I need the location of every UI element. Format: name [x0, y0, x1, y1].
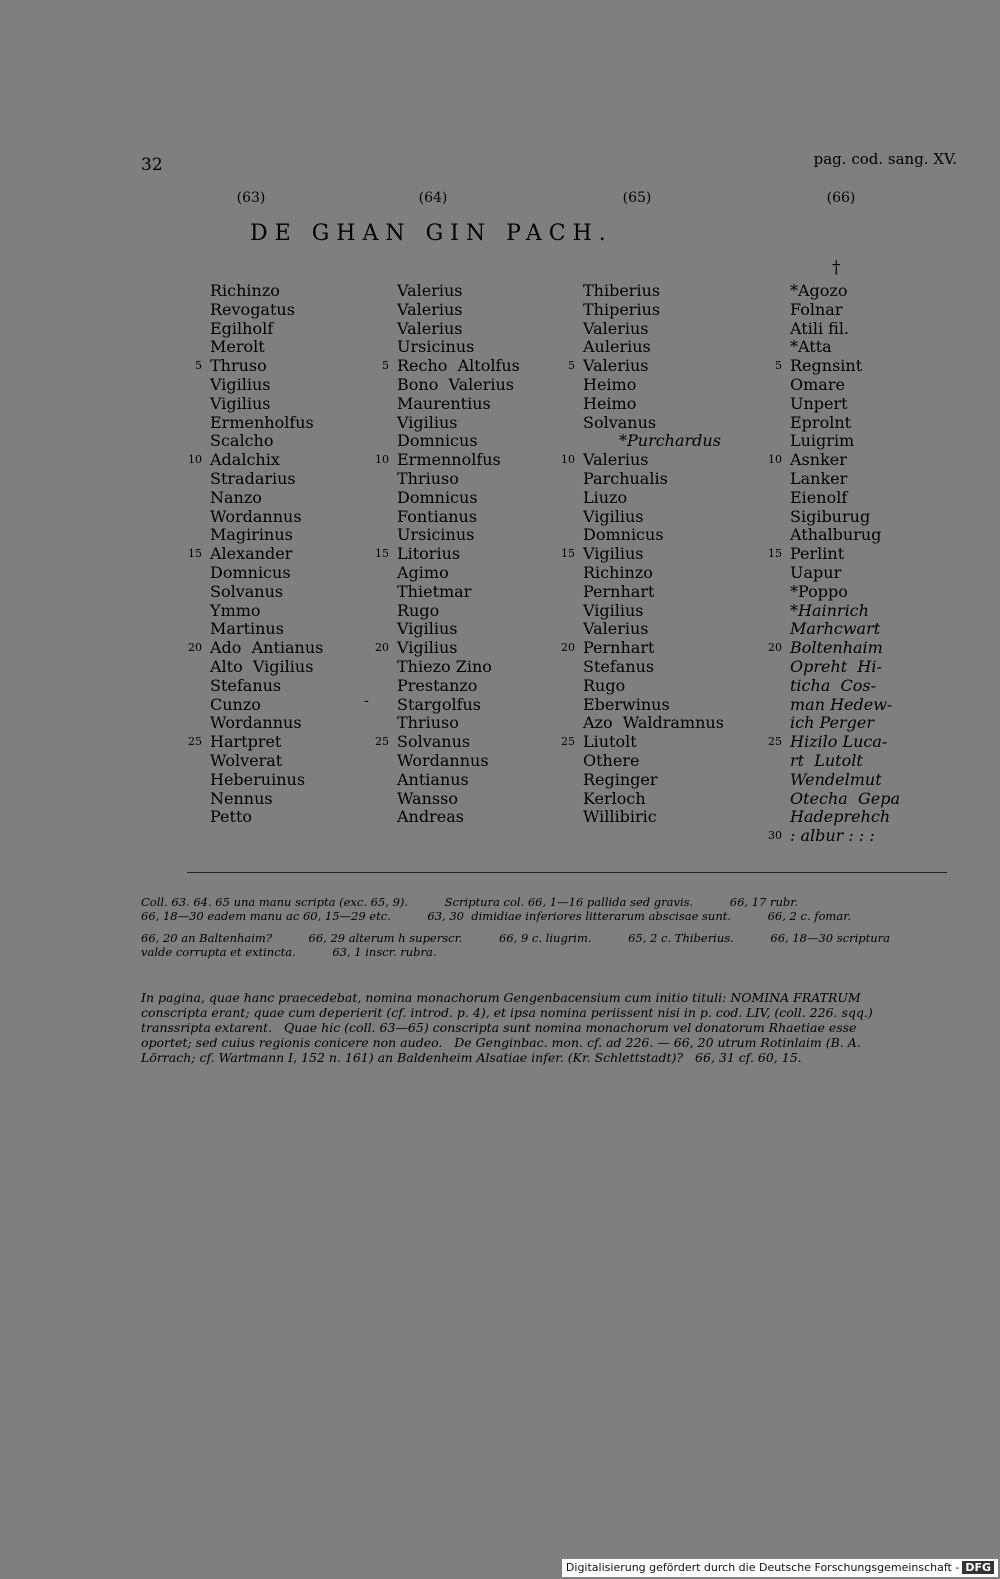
name-entry [583, 677, 724, 696]
name-text: Recho Altolfus [397, 356, 520, 376]
name-text: Alto Vigilius [210, 656, 314, 676]
name-entry [790, 677, 900, 696]
name-text: *Poppo [790, 581, 848, 601]
name-text: Stefanus [583, 656, 655, 676]
name-entry [397, 752, 520, 771]
name-text: Vigilius [210, 393, 271, 413]
name-text: Boltenhaim [790, 638, 883, 658]
name-text: Heberuinus [210, 769, 306, 789]
line-number: 20 [768, 641, 782, 655]
name-column-63 [188, 281, 324, 827]
name-entry [210, 808, 323, 827]
name-text: Willibiric [583, 807, 657, 827]
name-entry [790, 282, 900, 301]
name-text: Petto [210, 807, 253, 827]
page-number: 32 [141, 155, 163, 175]
name-text: Wordannus [210, 713, 302, 733]
name-entry [790, 602, 900, 621]
name-text: Eberwinus [583, 694, 670, 714]
name-text: Lanker [790, 468, 848, 488]
name-entry [583, 320, 724, 339]
name-entry [397, 526, 520, 545]
name-entry [583, 376, 724, 395]
line-number: 20 [561, 641, 575, 655]
name-text: *Atta [790, 337, 832, 357]
footer-text: Digitalisierung gefördert durch die Deutsche Forschungsgemeinschaft - [565, 1561, 960, 1574]
name-entry [397, 338, 520, 357]
name-entry [188, 544, 323, 564]
name-entry [397, 376, 520, 395]
line-number: 5 [195, 359, 202, 373]
name-entry [210, 320, 323, 339]
name-text: Wordannus [210, 506, 302, 526]
name-text: Vigilius [397, 619, 458, 639]
name-column-65 [561, 281, 724, 827]
note-line: Lörrach; cf. Wartmann I, 152 n. 161) an Baldenheim Alsatiae infer. (Kr. Schlettstadt)? 66, 31 cf. 60, 15. [141, 1050, 802, 1065]
name-text: Domnicus [583, 525, 664, 545]
name-entry [210, 771, 323, 790]
note-gap [141, 923, 949, 931]
name-entry [375, 638, 520, 658]
name-text: Uapur [790, 562, 842, 582]
name-entry [583, 338, 724, 357]
footnote-divider [187, 872, 947, 873]
name-text: Heimo [583, 393, 637, 413]
name-text: *Purchardus [619, 431, 721, 451]
name-column-64 [375, 281, 520, 827]
name-text: Solvanus [210, 581, 284, 601]
column-number-63: (63) [236, 190, 266, 206]
name-text: Merolt [210, 337, 265, 357]
name-entry [397, 395, 520, 414]
name-entry [397, 771, 520, 790]
name-text: Unpert [790, 393, 848, 413]
name-entry [561, 638, 724, 658]
name-column-66 [768, 281, 901, 846]
name-text: Vigilius [397, 412, 458, 432]
name-text: Valerius [397, 281, 463, 300]
name-text: Opreht Hi- [790, 656, 882, 676]
name-entry [790, 432, 900, 451]
name-entry [210, 414, 323, 433]
name-text: Wansso [397, 788, 458, 808]
name-text: Azo Waldramnus [583, 713, 724, 733]
line-number: 5 [775, 359, 782, 373]
dagger-mark: † [832, 258, 841, 278]
name-entry [210, 677, 323, 696]
name-text: Omare [790, 374, 845, 394]
name-entry [790, 583, 900, 602]
name-text: Asnker [790, 450, 847, 470]
name-entry [583, 771, 724, 790]
name-entry [790, 808, 900, 827]
column-number-65: (65) [622, 190, 652, 206]
name-entry [768, 732, 900, 752]
name-entry [397, 508, 520, 527]
name-entry [790, 320, 900, 339]
section-title: DE GHAN GIN PACH. [250, 221, 613, 246]
name-text: Domnicus [397, 487, 478, 507]
commentary-note [141, 990, 949, 1065]
name-entry [397, 282, 520, 301]
name-entry [397, 301, 520, 320]
name-entry [397, 790, 520, 809]
name-entry [397, 602, 520, 621]
name-entry [790, 526, 900, 545]
name-entry [583, 564, 724, 583]
line-number: 10 [561, 453, 575, 467]
name-entry [397, 320, 520, 339]
name-entry [375, 544, 520, 564]
name-text: ich Perger [790, 713, 874, 733]
name-entry [397, 489, 520, 508]
name-entry [790, 338, 900, 357]
line-number: 20 [375, 641, 389, 655]
name-text: Reginger [583, 769, 658, 789]
name-entry [790, 395, 900, 414]
name-text: Heimo [583, 374, 637, 394]
name-entry [210, 620, 323, 639]
name-text: Maurentius [397, 393, 491, 413]
name-entry [397, 714, 520, 733]
name-entry [210, 432, 323, 451]
name-text: Kerloch [583, 788, 646, 808]
name-text: : albur : : : [790, 826, 875, 846]
line-number: 5 [568, 359, 575, 373]
name-text: Thriuso [397, 713, 459, 733]
name-entry [188, 638, 324, 658]
name-text: Valerius [583, 450, 649, 470]
name-entry [583, 714, 724, 733]
name-text: Solvanus [583, 412, 657, 432]
name-text: Andreas [397, 807, 464, 827]
name-entry [210, 376, 323, 395]
name-entry [583, 395, 724, 414]
name-entry [768, 826, 900, 846]
name-entry [790, 752, 900, 771]
name-text: Vigilius [397, 638, 458, 658]
name-text: Marhcwart [790, 619, 881, 639]
name-entry [210, 583, 323, 602]
name-entry [583, 508, 724, 527]
name-entry [583, 583, 724, 602]
name-entry [583, 526, 724, 545]
stray-mark: - [364, 693, 369, 709]
name-text: Luigrim [790, 431, 855, 451]
line-number: 30 [768, 829, 782, 843]
name-text: Scalcho [210, 431, 274, 451]
name-entry [583, 432, 724, 451]
name-text: Martinus [210, 619, 284, 639]
name-entry [790, 658, 900, 677]
note-line: transsripta extarent. Quae hic (coll. 63—65) conscripta sunt nomina monachorum vel donatorum Rhaetiae esse [141, 1020, 857, 1035]
name-text: Thriuso [397, 468, 459, 488]
name-text: Hadeprehch [790, 807, 891, 827]
name-text: Domnicus [210, 562, 291, 582]
name-text: Revogatus [210, 299, 295, 319]
name-entry [210, 752, 323, 771]
name-entry [790, 714, 900, 733]
name-entry [210, 470, 323, 489]
line-number: 25 [561, 735, 575, 749]
name-text: Parchualis [583, 468, 668, 488]
name-text: Valerius [583, 318, 649, 338]
name-text: Egilholf [210, 318, 274, 338]
line-number: 25 [188, 735, 202, 749]
column-number-66: (66) [826, 190, 856, 206]
name-entry [583, 602, 724, 621]
name-entry [790, 414, 900, 433]
name-text: Pernhart [583, 638, 655, 658]
name-entry [583, 752, 724, 771]
name-entry [210, 714, 323, 733]
name-text: Otecha Gepa [790, 788, 901, 808]
name-text: Hizilo Luca- [790, 732, 888, 752]
name-text: Thiezo Zino [397, 656, 492, 676]
name-text: Solvanus [397, 732, 471, 752]
line-number: 15 [188, 547, 202, 561]
note-line: Coll. 63. 64. 65 una manu scripta (exc. 65, 9). Scriptura col. 66, 1—16 pallida sed gravis. 66, 17 rubr. [141, 895, 799, 909]
name-text: Magirinus [210, 525, 293, 545]
line-number: 10 [188, 453, 202, 467]
name-text: Thruso [210, 356, 267, 376]
name-text: Litorius [397, 544, 461, 564]
critical-apparatus [141, 895, 949, 959]
name-text: Sigiburug [790, 506, 871, 526]
name-text: Eienolf [790, 487, 848, 507]
name-text: Stradarius [210, 468, 296, 488]
name-text: Othere [583, 750, 640, 770]
name-text: Richinzo [210, 281, 280, 300]
name-text: ticha Cos- [790, 675, 877, 695]
name-entry [583, 620, 724, 639]
note-line: valde corrupta et extincta. 63, 1 inscr. rubra. [141, 945, 437, 959]
note-line: In pagina, quae hanc praecedebat, nomina monachorum Gengenbacensium cum initio tituli: NOMINA FRATRUM [141, 990, 861, 1005]
name-text: Antianus [397, 769, 469, 789]
line-number: 10 [375, 453, 389, 467]
name-text: Aulerius [583, 337, 651, 357]
name-entry [397, 658, 520, 677]
line-number: 25 [375, 735, 389, 749]
name-text: Rugo [583, 675, 626, 695]
name-text: Ado Antianus [210, 638, 324, 658]
name-entry [583, 301, 724, 320]
name-entry [583, 489, 724, 508]
name-text: Ermennolfus [397, 450, 501, 470]
name-text: Prestanzo [397, 675, 478, 695]
name-text: Liutolt [583, 732, 637, 752]
name-text: Bono Valerius [397, 374, 514, 394]
name-entry [790, 470, 900, 489]
name-entry [768, 638, 900, 658]
note-line: 66, 18—30 eadem manu ac 60, 15—29 etc. 63, 30 dimidiae inferiores litterarum abscisae sunt. 66, 2 c. fomar. [141, 909, 852, 923]
name-text: Folnar [790, 299, 843, 319]
name-text: Regnsint [790, 356, 863, 376]
name-text: Nanzo [210, 487, 262, 507]
name-text: Vigilius [583, 544, 644, 564]
name-entry [397, 583, 520, 602]
name-text: Perlint [790, 544, 845, 564]
name-entry [568, 356, 724, 376]
name-entry [790, 790, 900, 809]
name-entry [768, 544, 900, 564]
name-entry [210, 395, 323, 414]
name-text: Athalburug [790, 525, 882, 545]
name-entry [583, 470, 724, 489]
name-entry [210, 489, 323, 508]
name-text: Pernhart [583, 581, 655, 601]
name-text: Ursicinus [397, 337, 475, 357]
name-entry [583, 414, 724, 433]
dfg-logo: DFG [962, 1561, 994, 1574]
name-text: Agimo [397, 562, 449, 582]
name-entry [775, 356, 900, 376]
name-text: Vigilius [583, 600, 644, 620]
name-entry [583, 282, 724, 301]
name-entry [210, 790, 323, 809]
name-entry [210, 696, 323, 715]
line-number: 20 [188, 641, 202, 655]
name-entry [210, 602, 323, 621]
name-text: Ursicinus [397, 525, 475, 545]
name-text: Ymmo [210, 600, 261, 620]
name-entry [583, 696, 724, 715]
line-number: 15 [375, 547, 389, 561]
name-entry [768, 450, 900, 470]
name-entry [583, 658, 724, 677]
name-text: Valerius [397, 318, 463, 338]
name-text: *Hainrich [790, 600, 869, 620]
line-number: 15 [768, 547, 782, 561]
name-entry [375, 450, 520, 470]
name-text: Valerius [583, 356, 649, 376]
name-entry [397, 432, 520, 451]
name-text: Vigilius [583, 506, 644, 526]
name-text: Thietmar [397, 581, 472, 601]
name-entry [790, 696, 900, 715]
name-text: Valerius [397, 299, 463, 319]
name-text: Wolverat [210, 750, 283, 770]
name-text: Wendelmut [790, 769, 882, 789]
name-text: Adalchix [210, 450, 280, 470]
name-entry [790, 376, 900, 395]
name-text: Stefanus [210, 675, 282, 695]
name-entry [583, 790, 724, 809]
note-line: oportet; sed cuius regionis conicere non audeo. De Genginbac. mon. cf. ad 226. — 66, 20 utrum Rotinlaim (B. A. [141, 1035, 861, 1050]
name-entry [790, 508, 900, 527]
name-text: Thiberius [583, 281, 661, 300]
name-text: Richinzo [583, 562, 653, 582]
name-text: rt Lutolt [790, 750, 863, 770]
name-entry [790, 301, 900, 320]
name-entry [397, 470, 520, 489]
name-text: Wordannus [397, 750, 489, 770]
dfg-footer [562, 1559, 998, 1577]
name-text: Nennus [210, 788, 273, 808]
name-entry [210, 301, 323, 320]
name-text: man Hedew- [790, 694, 893, 714]
name-text: Domnicus [397, 431, 478, 451]
name-text: Alexander [210, 544, 293, 564]
column-number-64: (64) [418, 190, 448, 206]
line-number: 10 [768, 453, 782, 467]
name-entry [790, 771, 900, 790]
name-text: Valerius [583, 619, 649, 639]
name-entry [397, 414, 520, 433]
note-line: conscripta erant; quae cum deperierit (cf. introd. p. 4), et ipsa nomina periissent nisi in p. cod. LIV, (coll. 226. sqq.) [141, 1005, 873, 1020]
name-entry [210, 658, 323, 677]
name-text: Thiperius [583, 299, 661, 319]
line-number: 15 [561, 547, 575, 561]
name-entry [397, 564, 520, 583]
name-entry [790, 564, 900, 583]
name-entry [188, 450, 323, 470]
name-entry [188, 732, 323, 752]
name-entry [397, 677, 520, 696]
name-entry [561, 732, 724, 752]
name-entry [583, 808, 724, 827]
name-text: Rugo [397, 600, 440, 620]
name-entry [210, 526, 323, 545]
name-text: Hartpret [210, 732, 282, 752]
line-number: 25 [768, 735, 782, 749]
name-text: Stargolfus [397, 694, 482, 714]
name-entry [790, 489, 900, 508]
name-entry [375, 732, 520, 752]
name-entry [210, 508, 323, 527]
name-text: Ermenholfus [210, 412, 314, 432]
running-head: pag. cod. sang. XV. [813, 150, 957, 168]
name-text: Vigilius [210, 374, 271, 394]
name-text: Cunzo [210, 694, 261, 714]
name-entry [195, 356, 323, 376]
name-entry [397, 620, 520, 639]
name-entry [210, 282, 323, 301]
name-entry [561, 544, 724, 564]
name-entry [397, 808, 520, 827]
name-entry [210, 564, 323, 583]
name-entry [382, 356, 520, 376]
name-entry [210, 338, 323, 357]
name-text: Liuzo [583, 487, 628, 507]
name-text: *Agozo [790, 281, 848, 300]
name-text: Eprolnt [790, 412, 852, 432]
note-line: 66, 20 an Baltenhaim? 66, 29 alterum h superscr. 66, 9 c. liugrim. 65, 2 c. Thiberius. 66, 18—30 scriptura [141, 931, 891, 945]
name-entry [397, 696, 520, 715]
line-number: 5 [382, 359, 389, 373]
name-text: Atili fil. [790, 318, 850, 338]
name-entry [561, 450, 724, 470]
name-entry [790, 620, 900, 639]
name-text: Fontianus [397, 506, 478, 526]
